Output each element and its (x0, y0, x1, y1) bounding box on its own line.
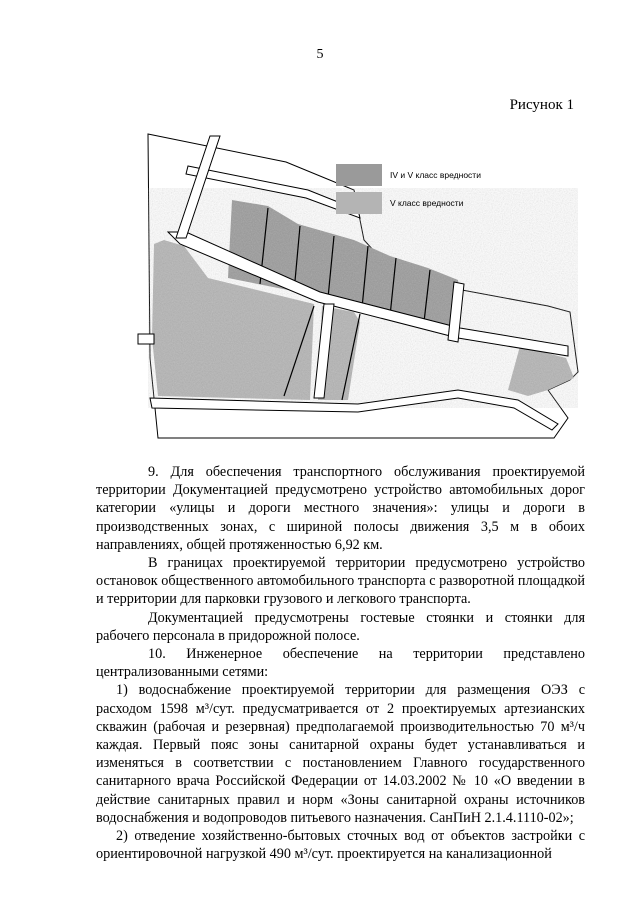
legend-swatch-v (336, 192, 382, 214)
legend-label-iv-v: IV и V класс вредности (390, 170, 481, 180)
small-parcel (138, 334, 154, 344)
paragraph-10: 10. Инженерное обеспечение на территории представлено централизованными сетями: (96, 646, 585, 681)
paragraph-bus-stops: В границах проектируемой территории предусмотрено устройство остановок общественного автомобильного транспорта с разворотной площадкой и территории для парковки грузового и легкового транспорта. (96, 555, 585, 608)
page-number: 5 (316, 47, 324, 62)
paragraph-10-item-1: 1) водоснабжение проектируемой территории для размещения ОЭЗ с расходом 1598 м³/сут. предусматривается от 2 проектируемых артезианских скважин (рабочая и резервная) предполагаемой производительностью 70 м³/ч каждая. Первый пояс зоны санитарной охраны будет устанавливаться и изменяться в соответствии с постановлением Главного государственного санитарного врача Российской Федерации от 14.03.2002 № 10 «О введении в действие санитарных правил и норм «Зоны санитарной охраны источников водоснабжения и водопроводов питьевого назначения. СанПиН 2.1.4.1110-02»; (96, 682, 585, 826)
paragraph-parking: Документацией предусмотрены гостевые стоянки и стоянки для рабочего персонала в придорожной полосе. (96, 609, 585, 644)
paragraph-10-item-2: 2) отведение хозяйственно-бытовых сточных вод от объектов застройки с ориентировочной нагрузкой 490 м³/сут. проектируется на канализационной (96, 828, 585, 863)
figure-label: Рисунок 1 (509, 97, 574, 113)
body-text (96, 463, 585, 863)
legend-swatch-iv-v (336, 164, 382, 186)
paragraph-9: 9. Для обеспечения транспортного обслуживания проектируемой территории Документацией предусмотрено устройство автомобильных дорог категории «улицы и дороги местного значения»: улицы и дороги в производственных зонах, с шириной полосы движения 3,5 м в обоих направлениях, общей протяженностью 6,92 км. (96, 464, 585, 553)
legend-label-v: V класс вредности (390, 198, 464, 208)
site-plan-figure (128, 128, 580, 444)
